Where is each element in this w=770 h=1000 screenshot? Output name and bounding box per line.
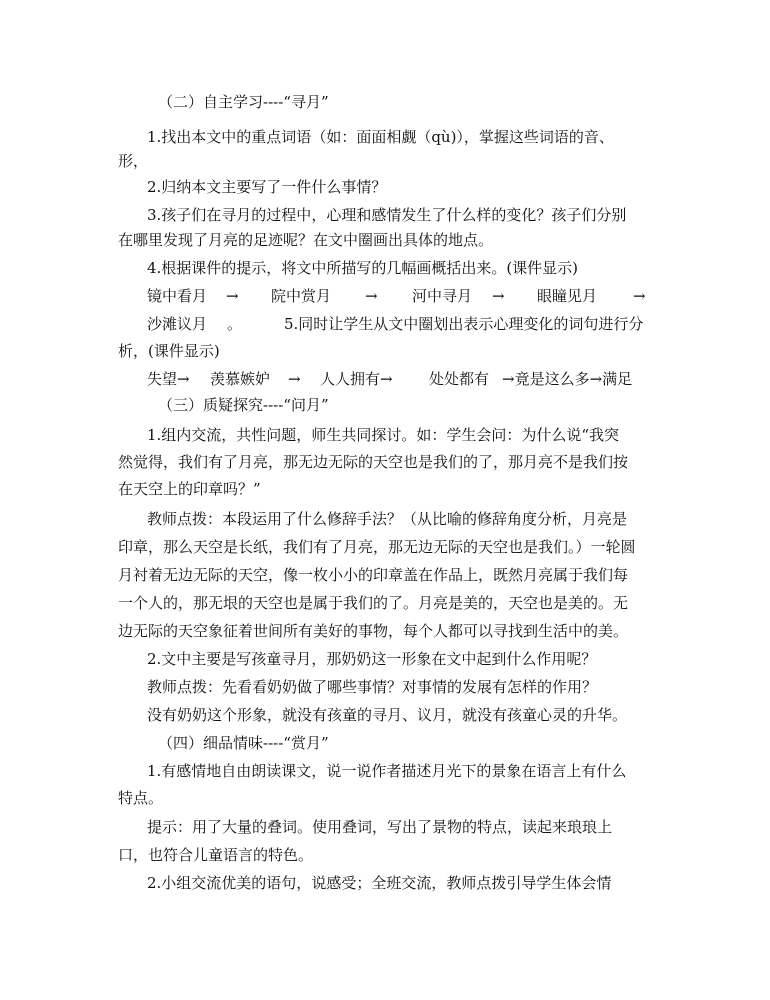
teacher-note-1-line-5: 边无际的天空象征着世间所有美好的事物，每个人都可以寻找到生活中的美。 [118, 622, 629, 640]
question-1-line-1: 1.找出本文中的重点词语（如：面面相觑（qù)），掌握这些词语的音、 [147, 128, 614, 146]
emotion-disappointed: 失望→ [147, 370, 190, 388]
arrow-icon: → [633, 287, 646, 305]
scene-river: 河中寻月 [412, 287, 473, 305]
arrow-icon: → [226, 287, 239, 305]
paragraph-1-line-3: 在天空上的印章吗？” [118, 480, 261, 498]
scene-mirror: 镜中看月 [147, 287, 208, 305]
paragraph-1-line-1: 1.组内交流，共性问题，师生共同探讨。如：学生会问：为什么说“我突 [147, 426, 619, 444]
scene-period: 。 [227, 315, 243, 333]
teacher-note-1-line-4: 一个人的，那无垠的天空也是属于我们的了。月亮是美的，天空也是美的。无 [118, 594, 629, 612]
arrow-icon: → [492, 287, 505, 305]
question-3-line-1: 3.孩子们在寻月的过程中，心理和感情发生了什么样的变化？孩子们分别 [147, 206, 627, 224]
question-1-line-2: 形， [118, 152, 149, 170]
reading-2: 2.小组交流优美的语句，说感受；全班交流，教师点拨引导学生体会情 [147, 874, 612, 892]
emotion-everyone-has: 人人拥有→ [320, 370, 393, 388]
teacher-note-1-line-2: 印章，那么天空是长纸，我们有了月亮，那无边无际的天空也是我们。）一轮圆 [118, 538, 636, 556]
question-4: 4.根据课件的提示，将文中所描写的几幅画概括出来。(课件显示) [147, 259, 579, 277]
reading-1-line-1: 1.有感情地自由朗读课文，说一说作者描述月光下的景象在语言上有什么 [147, 762, 627, 780]
hint-line-1: 提示：用了大量的叠词。使用叠词，写出了景物的特点，读起来琅琅上 [147, 818, 613, 836]
scene-beach: 沙滩议月 [147, 315, 208, 333]
teacher-note-1-line-3: 月衬着无边无际的天空，像一枚小小的印章盖在作品上，既然月亮属于我们每 [118, 566, 629, 584]
emotion-so-many-content: →竟是这么多→满足 [502, 370, 633, 388]
question-5-line-2: 析，(课件显示) [118, 342, 220, 360]
question-5-line-1: 5.同时让学生从文中圈划出表示心理变化的词句进行分 [284, 315, 644, 333]
paragraph-2: 2.文中主要是写孩童寻月，那奶奶这一形象在文中起到什么作用呢？ [147, 650, 597, 668]
question-3-line-2: 在哪里发现了月亮的足迹呢？在文中圈画出具体的地点。 [118, 231, 494, 249]
teacher-note-2: 教师点拨：先看看奶奶做了哪些事情？对事情的发展有怎样的作用？ [147, 678, 598, 696]
hint-line-2: 口，也符合儿童语言的特色。 [118, 846, 314, 864]
scene-courtyard: 院中赏月 [271, 287, 332, 305]
emotion-everywhere: 处处都有 [429, 370, 490, 388]
teacher-note-1-line-1: 教师点拨：本段运用了什么修辞手法？（从比喻的修辞角度分析，月亮是 [147, 510, 628, 528]
teacher-note-3: 没有奶奶这个形象，就没有孩童的寻月、议月，就没有孩童心灵的升华。 [147, 706, 628, 724]
scene-eyes: 眼瞳见月 [537, 287, 598, 305]
paragraph-1-line-2: 然觉得，我们有了月亮，那无边无际的天空也是我们的了，那月亮不是我们按 [118, 453, 629, 471]
section-heading-3: （三）质疑探究----“问月” [158, 396, 329, 414]
emotion-envy: 羡慕嫉妒 [210, 370, 271, 388]
arrow-icon: → [365, 287, 378, 305]
arrow-icon: → [288, 370, 301, 388]
reading-1-line-2: 特点。 [118, 789, 164, 807]
section-heading-4: （四）细品情味----“赏月” [158, 734, 329, 752]
question-2: 2.归纳本文主要写了一件什么事情？ [147, 178, 387, 196]
section-heading-2: （二）自主学习----“寻月” [158, 93, 329, 111]
